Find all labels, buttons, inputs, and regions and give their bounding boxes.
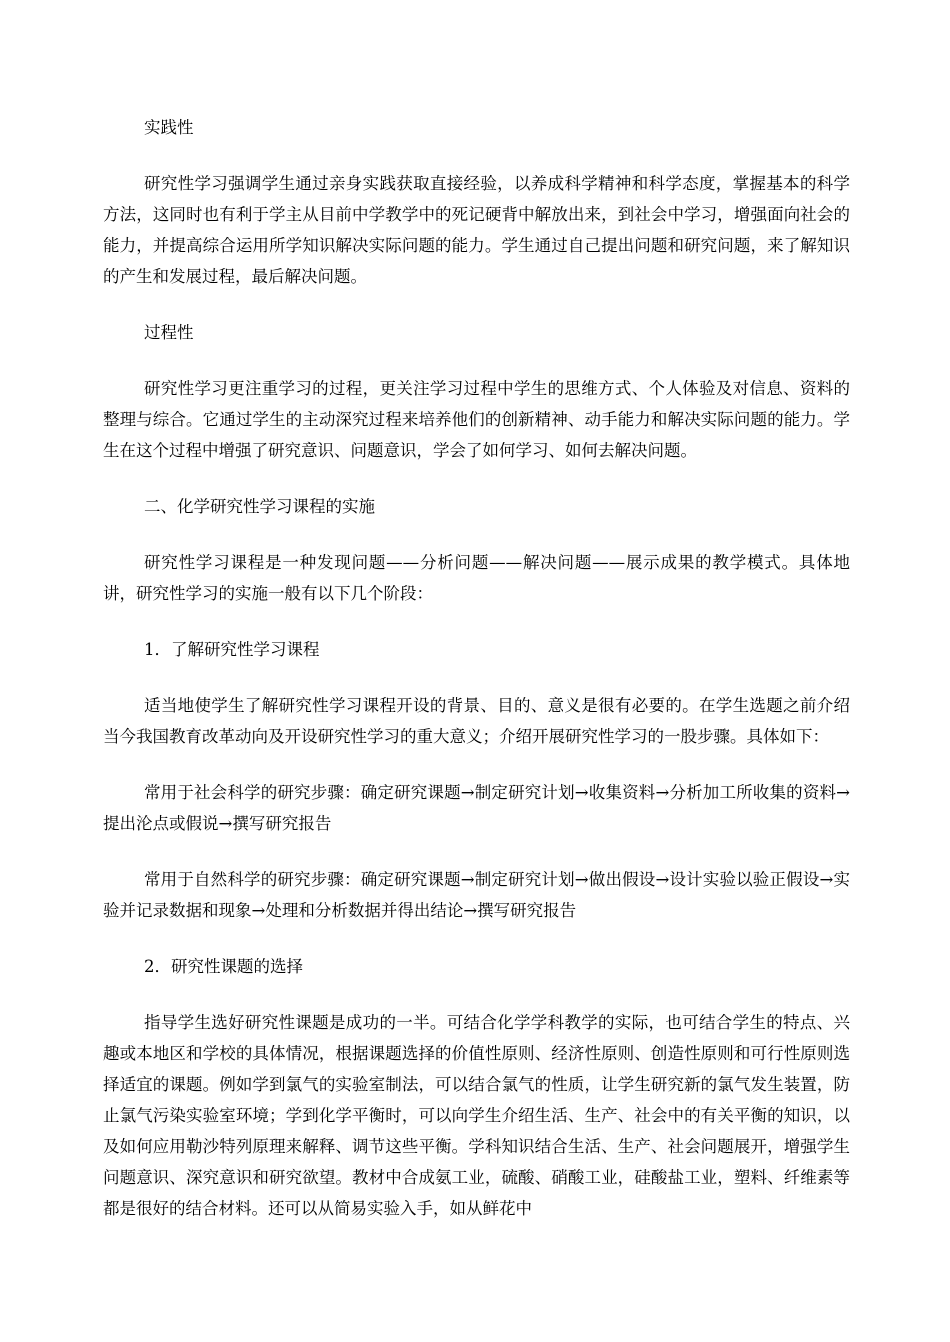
subsection-heading-2: 2．研究性课题的选择 [144, 957, 303, 976]
section-heading-implementation: 二、化学研究性学习课程的实施 [144, 497, 375, 516]
body-paragraph: 研究性学习强调学生通过亲身实践获取直接经验，以养成科学精神和科学态度，掌握基本的科学方法，这同时也有利于学主从目前中学教学中的死记硬背中解放出来，到社会中学习，增强面向社会的能力，并提高综合运用所学知识解决实际问题的能力。学生通过自己提出问题和研究问题，来了解知识的产生和发展过程，最后解决问题。 [103, 174, 850, 286]
body-paragraph: 指导学生选好研究性课题是成功的一半。可结合化学学科教学的实际，也可结合学生的特点、兴趣或本地区和学校的具体情况，根据课题选择的价值性原则、经济性原则、创造性原则和可行性原则选择适宜的课题。例如学到氯气的实验室制法，可以结合氯气的性质，让学生研究新的氯气发生装置，防止氯气污染实验室环境；学到化学平衡时，可以向学生介绍生活、生产、社会中的有关平衡的知识，以及如何应用勒沙特列原理来解释、调节这些平衡。学科知识结合生活、生产、社会问题展开，增强学生问题意识、深究意识和研究欲望。教材中合成氨工业，硫酸、硝酸工业，硅酸盐工业，塑料、纤维素等都是很好的结合材料。还可以从简易实验入手，如从鲜花中 [103, 1013, 850, 1218]
section-heading-practice: 实践性 [144, 118, 194, 137]
body-paragraph-social-science-steps: 常用于社会科学的研究步骤：确定研究课题→制定研究计划→收集资料→分析加工所收集的资料→提出沦点或假说→撰写研究报告 [103, 783, 850, 833]
document-page [103, 112, 850, 1249]
subsection-heading-1: 1．了解研究性学习课程 [144, 640, 320, 659]
body-paragraph: 研究性学习课程是一种发现问题——分析问题——解决问题——展示成果的教学模式。具体地讲，研究性学习的实施一般有以下几个阶段： [103, 553, 850, 603]
body-paragraph-natural-science-steps: 常用于自然科学的研究步骤：确定研究课题→制定研究计划→做出假设→设计实验以验正假设→实验并记录数据和现象→处理和分析数据并得出结论→撰写研究报告 [103, 870, 850, 920]
section-heading-process: 过程性 [144, 323, 194, 342]
body-paragraph: 研究性学习更注重学习的过程，更关注学习过程中学生的思维方式、个人体验及对信息、资料的整理与综合。它通过学生的主动深究过程来培养他们的创新精神、动手能力和解决实际问题的能力。学生在这个过程中增强了研究意识、问题意识，学会了如何学习、如何去解决问题。 [103, 379, 850, 460]
body-paragraph: 适当地使学生了解研究性学习课程开设的背景、目的、意义是很有必要的。在学生选题之前介绍当今我国教育改革动向及开设研究性学习的重大意义；介绍开展研究性学习的一股步骤。具体如下： [103, 696, 850, 746]
